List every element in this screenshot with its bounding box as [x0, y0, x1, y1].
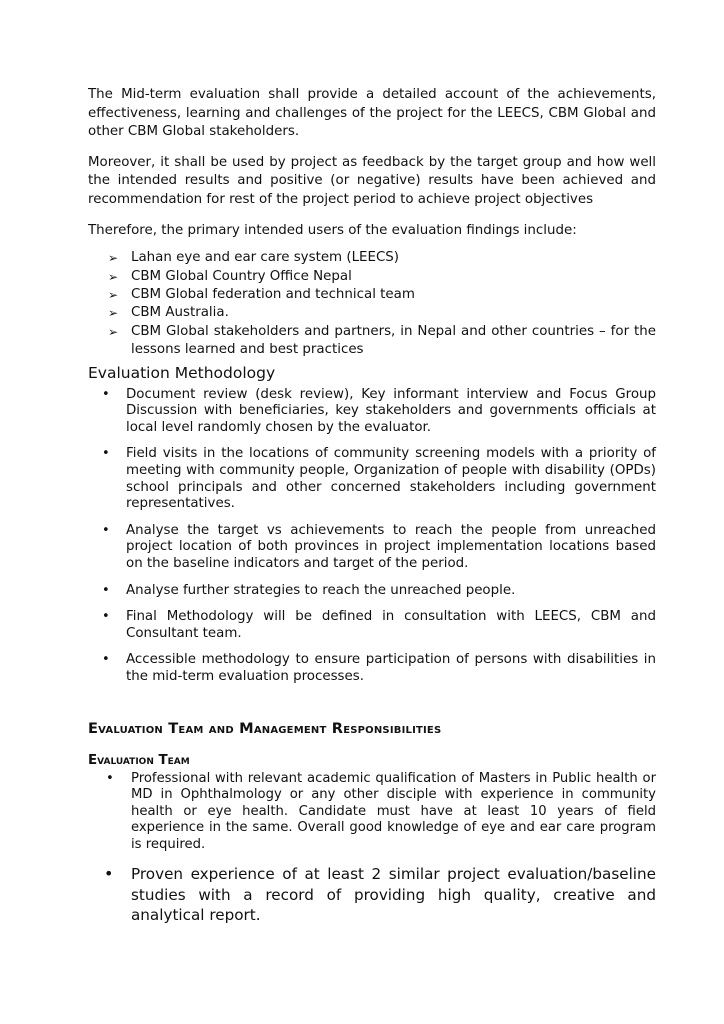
team-requirements-list — [88, 771, 656, 926]
methodology-list — [88, 387, 656, 686]
list-item-text: CBM Global Country Office Nepal — [131, 268, 352, 284]
intro-paragraph-2: Moreover, it shall be used by project as feedback by the target group and how well the intended results and positive (or negative) results have been achieved and recommendation for rest of the project period to achieve project objectives — [88, 154, 656, 207]
list-item-text: Analyse further strategies to reach the unreached people. — [126, 582, 516, 598]
list-item — [88, 523, 656, 573]
list-item — [88, 387, 656, 437]
team-section-heading: Evaluation Team and Management Responsibilities — [88, 719, 442, 737]
arrow-bullet-icon: ➢ — [108, 287, 119, 302]
arrow-bullet-icon: ➢ — [108, 324, 119, 339]
bullet-icon: • — [102, 522, 110, 538]
list-item-text: Professional with relevant academic qualification of Masters in Public health or MD in Ophthalmology or any other disciple with experience in community health or eye health. Candidate must have at least 10 years of field experience in the same. Overall good knowledge of eye and ear care program is required. — [131, 770, 656, 852]
list-item-text: Proven experience of at least 2 similar project evaluation/baseline studies with a record of providing high quality, creative and analytical report. — [131, 865, 656, 925]
list-item — [88, 864, 656, 925]
list-item-text: Field visits in the locations of community screening models with a priority of meeting with community people, Organization of people with disability (OPDs) school principals and other concerned stakeholders including government representatives. — [126, 446, 656, 512]
list-item-text: Analyse the target vs achievements to reach the people from unreached project location of both provinces in project implementation locations based on the baseline indicators and target of the period. — [126, 522, 656, 571]
bullet-icon: • — [102, 609, 110, 625]
list-item-text: Final Methodology will be defined in consultation with LEECS, CBM and Consultant team. — [126, 609, 656, 641]
list-item — [88, 286, 656, 304]
list-item-text: Document review (desk review), Key informant interview and Focus Group Discussion with beneficiaries, key stakeholders and governments officials at local level randomly chosen by the evaluator. — [126, 386, 656, 435]
intro-paragraph-1: The Mid-term evaluation shall provide a detailed account of the achievements, effectiveness, learning and challenges of the project for the LEECS, CBM Global and other CBM Global stakeholders. — [88, 87, 656, 140]
list-item-text: Lahan eye and ear care system (LEECS) — [131, 250, 400, 266]
list-item — [88, 652, 656, 685]
team-subheading: Evaluation Team — [88, 752, 190, 768]
methodology-heading: Evaluation Methodology — [88, 363, 276, 382]
list-item — [88, 446, 656, 512]
list-item-text: CBM Global federation and technical team — [131, 286, 415, 302]
arrow-bullet-icon: ➢ — [108, 251, 119, 266]
list-item — [88, 249, 656, 267]
list-item-text: CBM Australia. — [131, 305, 229, 321]
list-item-text: Accessible methodology to ensure participation of persons with disabilities in the mid-term evaluation processes. — [126, 652, 656, 684]
bullet-icon: • — [102, 582, 110, 598]
intro-paragraph-3: Therefore, the primary intended users of the evaluation findings include: — [88, 222, 577, 238]
list-item — [88, 323, 656, 360]
list-item — [88, 609, 656, 642]
document-page — [88, 86, 656, 926]
list-item — [88, 771, 656, 854]
bullet-icon: • — [102, 652, 110, 668]
list-item — [88, 304, 656, 322]
bullet-icon: • — [102, 386, 110, 402]
bullet-icon: • — [102, 446, 110, 462]
list-item-text: CBM Global stakeholders and partners, in Nepal and other countries – for the lessons learned and best practices — [131, 323, 656, 358]
arrow-bullet-icon: ➢ — [108, 269, 119, 284]
arrow-bullet-icon: ➢ — [108, 306, 119, 321]
bullet-icon: • — [106, 770, 114, 786]
list-item — [88, 268, 656, 286]
bullet-icon: • — [104, 864, 114, 884]
list-item — [88, 583, 656, 600]
intended-users-list — [88, 249, 656, 359]
